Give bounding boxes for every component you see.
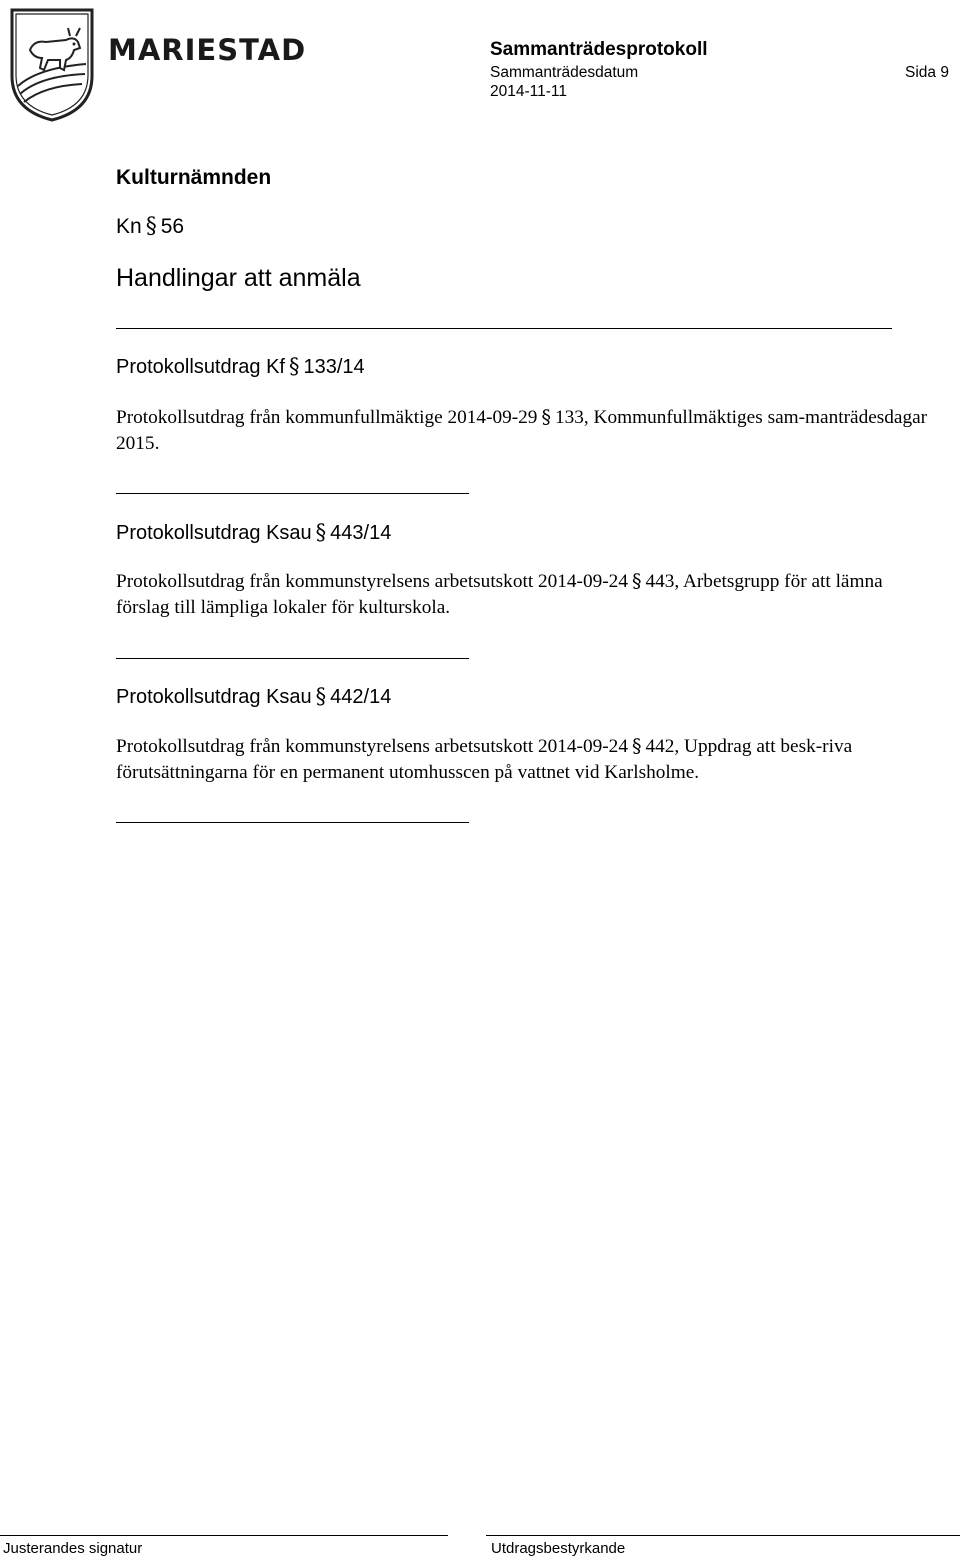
- item-title: [116, 684, 391, 709]
- item-title: [116, 520, 391, 545]
- item-text-before: Protokollsutdrag från kommunstyrelsens arbetsutskott 2014-09-24: [116, 571, 628, 592]
- meeting-date: 2014-11-11: [490, 83, 567, 100]
- logo-wordmark: MARIESTAD: [108, 33, 307, 67]
- meeting-date-label: Sammanträdesdatum: [490, 64, 639, 81]
- item-divider: [116, 658, 469, 659]
- item-title-prefix: Protokollsutdrag Ksau: [116, 522, 312, 544]
- certification-line: [486, 1535, 960, 1536]
- municipal-coat-of-arms-logo: [8, 6, 96, 124]
- item-text: [116, 404, 928, 457]
- adjuster-signature-label: Justerandes signatur: [3, 1540, 143, 1557]
- item-title-number: 133/14: [303, 356, 365, 378]
- case-number-value: 56: [160, 215, 185, 238]
- item-text-after: 133, Kommunfullmäktiges sam-manträdesdagar 2015.: [116, 407, 928, 454]
- extract-certification-label: Utdragsbestyrkande: [491, 1540, 626, 1557]
- section-sign: §: [315, 520, 327, 544]
- page-number: Sida 9: [905, 64, 949, 81]
- item-text: [116, 733, 940, 786]
- item-text: [116, 568, 940, 621]
- item-divider: [116, 822, 469, 823]
- item-divider: [116, 493, 469, 494]
- committee-name: Kulturnämnden: [116, 166, 272, 189]
- item-title: [116, 354, 365, 379]
- signature-line: [0, 1535, 448, 1536]
- section-sign: §: [631, 570, 642, 592]
- heading-divider: [116, 328, 892, 329]
- item-title-number: 443/14: [330, 522, 392, 544]
- section-sign: §: [288, 354, 300, 378]
- section-sign: §: [541, 406, 551, 428]
- item-text-before: Protokollsutdrag från kommunfullmäktige 2014-09-29: [116, 407, 538, 428]
- item-text-before: Protokollsutdrag från kommunstyrelsens arbetsutskott 2014-09-24: [116, 736, 628, 757]
- item-text-after: 443, Arbetsgrupp för att lämna förslag till lämpliga lokaler för kulturskola.: [116, 571, 883, 618]
- item-title-prefix: Protokollsutdrag Ksau: [116, 686, 312, 708]
- case-number: [116, 214, 184, 239]
- item-text-after: 442, Uppdrag att besk-riva förutsättningarna för en permanent utomhusscen på vattnet vid Karlsholme.: [116, 736, 853, 783]
- section-sign: §: [315, 684, 327, 708]
- item-title-number: 442/14: [330, 686, 392, 708]
- document-title: Sammanträdesprotokoll: [490, 39, 708, 60]
- case-prefix: Kn: [116, 215, 142, 238]
- item-title-prefix: Protokollsutdrag Kf: [116, 356, 285, 378]
- section-heading: Handlingar att anmäla: [116, 264, 361, 292]
- section-sign: §: [631, 735, 642, 757]
- section-sign: §: [145, 214, 157, 239]
